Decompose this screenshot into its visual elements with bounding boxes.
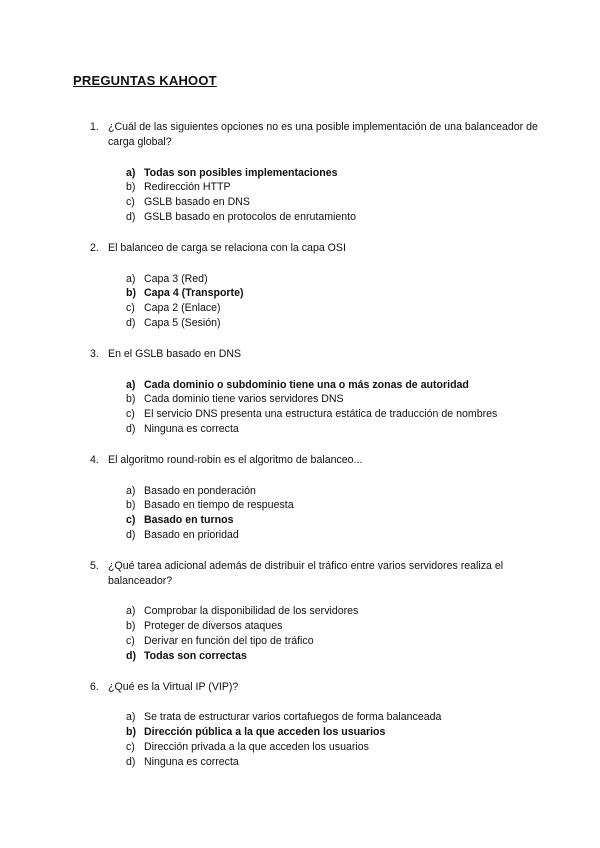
- option-text: Derivar en función del tipo de tráfico: [144, 634, 314, 647]
- page-title: PREGUNTAS KAHOOT: [73, 73, 217, 88]
- answer-option: [90, 422, 540, 437]
- options-list: [90, 378, 540, 437]
- question: [90, 120, 540, 150]
- question-text: El algoritmo round-robin es el algoritmo de balanceo...: [108, 453, 363, 466]
- options-list: [90, 272, 540, 331]
- option-text: Ninguna es correcta: [144, 422, 239, 435]
- options-list: [90, 604, 540, 663]
- question-number: 4.: [90, 453, 99, 466]
- question-text: ¿Qué tarea adicional además de distribuir el tráfico entre varios servidores realiza el balanceador?: [108, 559, 504, 587]
- options-list: [90, 484, 540, 543]
- option-letter: a): [126, 605, 136, 618]
- option-letter: c): [126, 196, 135, 209]
- answer-option: [90, 195, 540, 210]
- option-letter: a): [126, 711, 136, 724]
- question-block: [90, 453, 540, 559]
- question-number: 6.: [90, 680, 99, 693]
- option-text: Ninguna es correcta: [144, 755, 239, 768]
- answer-option: [90, 316, 540, 331]
- options-list: [90, 166, 540, 225]
- option-letter: b): [126, 287, 136, 300]
- option-text: Se trata de estructurar varios cortafuegos de forma balanceada: [144, 711, 442, 724]
- question-block: [90, 241, 540, 347]
- answer-option: [90, 740, 540, 755]
- option-letter: b): [126, 499, 136, 512]
- option-letter: a): [126, 378, 136, 391]
- spacer: [90, 331, 540, 347]
- answer-option: [90, 180, 540, 195]
- answer-option: [90, 619, 540, 634]
- option-letter: b): [126, 620, 136, 633]
- correct-answer-option: [90, 649, 540, 664]
- spacer: [90, 225, 540, 241]
- option-text: Redirección HTTP: [144, 181, 231, 194]
- answer-option: [90, 272, 540, 287]
- option-text: Cada dominio tiene varios servidores DNS: [144, 393, 344, 406]
- question-text: ¿Cuál de las siguientes opciones no es una posible implementación de una balanceador de carga global?: [108, 121, 538, 148]
- option-letter: b): [126, 181, 136, 194]
- option-letter: a): [126, 272, 136, 285]
- option-letter: d): [126, 528, 136, 541]
- question: [90, 241, 540, 256]
- answer-option: [90, 604, 540, 619]
- spacer: [90, 664, 540, 680]
- option-letter: b): [126, 726, 136, 739]
- option-text: Todas son posibles implementaciones: [144, 166, 338, 179]
- option-text: Comprobar la disponibilidad de los servidores: [144, 605, 359, 618]
- option-text: Cada dominio o subdominio tiene una o más zonas de autoridad: [144, 378, 469, 391]
- question-number: 1.: [90, 121, 99, 133]
- option-letter: d): [126, 649, 136, 662]
- option-text: Capa 3 (Red): [144, 272, 208, 285]
- options-list: [90, 710, 540, 769]
- option-text: Dirección pública a la que acceden los usuarios: [144, 726, 386, 739]
- correct-answer-option: [90, 725, 540, 740]
- answer-option: [90, 528, 540, 543]
- question: [90, 680, 540, 695]
- question: [90, 453, 540, 468]
- option-text: El servicio DNS presenta una estructura estática de traducción de nombres: [144, 408, 498, 421]
- option-text: Capa 2 (Enlace): [144, 302, 221, 315]
- question-list: [90, 120, 540, 770]
- answer-option: [90, 710, 540, 725]
- spacer: [90, 437, 540, 453]
- option-text: Basado en tiempo de respuesta: [144, 499, 294, 512]
- correct-answer-option: [90, 166, 540, 181]
- option-text: Todas son correctas: [144, 649, 247, 662]
- option-text: Basado en prioridad: [144, 528, 239, 541]
- option-text: Dirección privada a la que acceden los usuarios: [144, 740, 369, 753]
- question-text: En el GSLB basado en DNS: [108, 347, 242, 360]
- question-number: 5.: [90, 559, 99, 572]
- answer-option: [90, 407, 540, 422]
- answer-option: [90, 755, 540, 770]
- question-text: El balanceo de carga se relaciona con la capa OSI: [108, 241, 346, 254]
- question-number: 3.: [90, 347, 99, 360]
- option-letter: b): [126, 393, 136, 406]
- question-number: 2.: [90, 241, 99, 254]
- question-block: [90, 347, 540, 453]
- option-letter: d): [126, 422, 136, 435]
- correct-answer-option: [90, 286, 540, 301]
- correct-answer-option: [90, 378, 540, 393]
- option-text: Capa 5 (Sesión): [144, 316, 221, 329]
- option-text: Basado en ponderación: [144, 484, 256, 497]
- spacer: [90, 543, 540, 559]
- question: [90, 559, 540, 589]
- option-text: GSLB basado en protocolos de enrutamiento: [144, 210, 357, 223]
- option-letter: c): [126, 408, 135, 421]
- option-letter: c): [126, 740, 135, 753]
- option-letter: c): [126, 514, 136, 527]
- correct-answer-option: [90, 513, 540, 528]
- option-text: GSLB basado en DNS: [144, 196, 250, 209]
- option-letter: a): [126, 166, 136, 179]
- question-block: [90, 680, 540, 770]
- option-text: Capa 4 (Transporte): [144, 287, 244, 300]
- question-block: [90, 559, 540, 680]
- answer-option: [90, 634, 540, 649]
- option-letter: c): [126, 634, 135, 647]
- answer-option: [90, 392, 540, 407]
- answer-option: [90, 301, 540, 316]
- option-letter: d): [126, 755, 136, 768]
- option-text: Basado en turnos: [144, 514, 234, 527]
- option-text: Proteger de diversos ataques: [144, 620, 283, 633]
- question-block: [90, 120, 540, 241]
- question: [90, 347, 540, 362]
- option-letter: a): [126, 484, 136, 497]
- question-text: ¿Qué es la Virtual IP (VIP)?: [108, 680, 239, 693]
- answer-option: [90, 210, 540, 225]
- option-letter: d): [126, 316, 136, 329]
- answer-option: [90, 498, 540, 513]
- answer-option: [90, 484, 540, 499]
- option-letter: c): [126, 302, 135, 315]
- option-letter: d): [126, 210, 136, 223]
